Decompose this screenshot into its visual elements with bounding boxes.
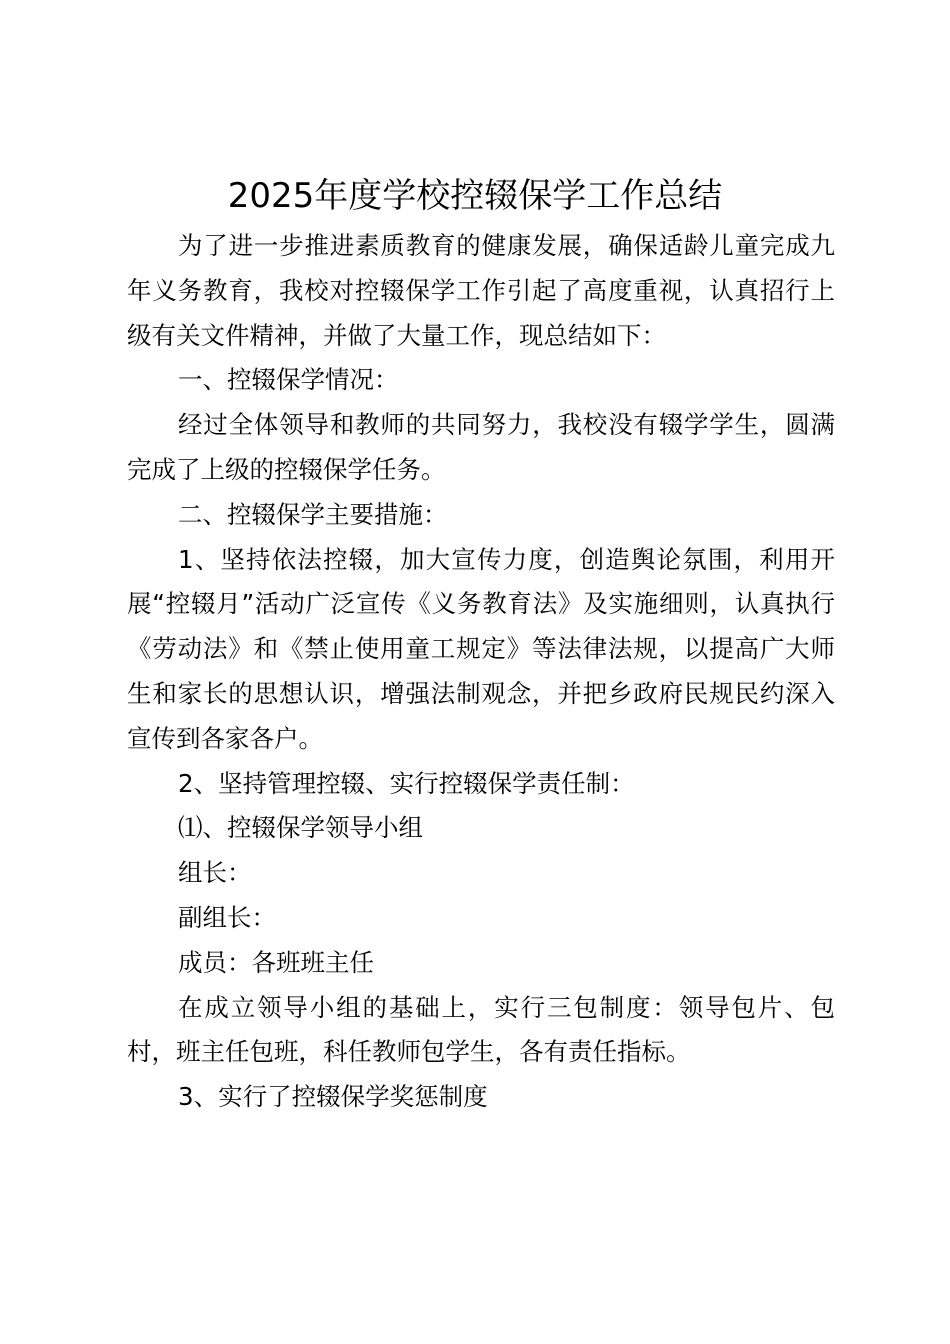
line-group-leader: 组长： [178, 858, 252, 888]
paragraph-section-1: 经过全体领导和教师的共同努力，我校没有辍学学生，圆满完成了上级的控辍保学任务。 [127, 410, 835, 484]
paragraph-measure-1: 1、坚持依法控辍，加大宣传力度，创造舆论氛围，利用开展“控辍月”活动广泛宣传《义务教育法》及实施细则，认真执行《劳动法》和《禁止使用童工规定》等法律法规，以提高广大师生和家长的思想认识，增强法制观念，并把乡政府民规民约深入宣传到各家各户。 [127, 544, 835, 753]
document-title: 2025年度学校控辍保学工作总结 [227, 176, 723, 216]
heading-section-2: 二、控辍保学主要措施： [178, 499, 448, 529]
line-deputy-leader: 副组长： [178, 902, 276, 932]
paragraph-three-contracts: 在成立领导小组的基础上，实行三包制度：领导包片、包村，班主任包班，科任教师包学生，各有责任指标。 [127, 992, 835, 1067]
subheading-leadership-group: ⑴、控辍保学领导小组 [178, 813, 423, 843]
paragraph-measure-3: 3、实行了控辍保学奖惩制度 [178, 1082, 488, 1112]
document-body [127, 224, 835, 1120]
paragraph-measure-2: 2、坚持管理控辍、实行控辍保学责任制： [178, 768, 635, 798]
paragraph-intro: 为了进一步推进素质教育的健康发展，确保适龄儿童完成九年义务教育，我校对控辍保学工作引起了高度重视，认真招行上级有关文件精神，并做了大量工作，现总结如下： [127, 231, 835, 350]
line-members: 成员：各班班主任 [178, 947, 374, 977]
heading-section-1: 一、控辍保学情况： [178, 365, 399, 395]
